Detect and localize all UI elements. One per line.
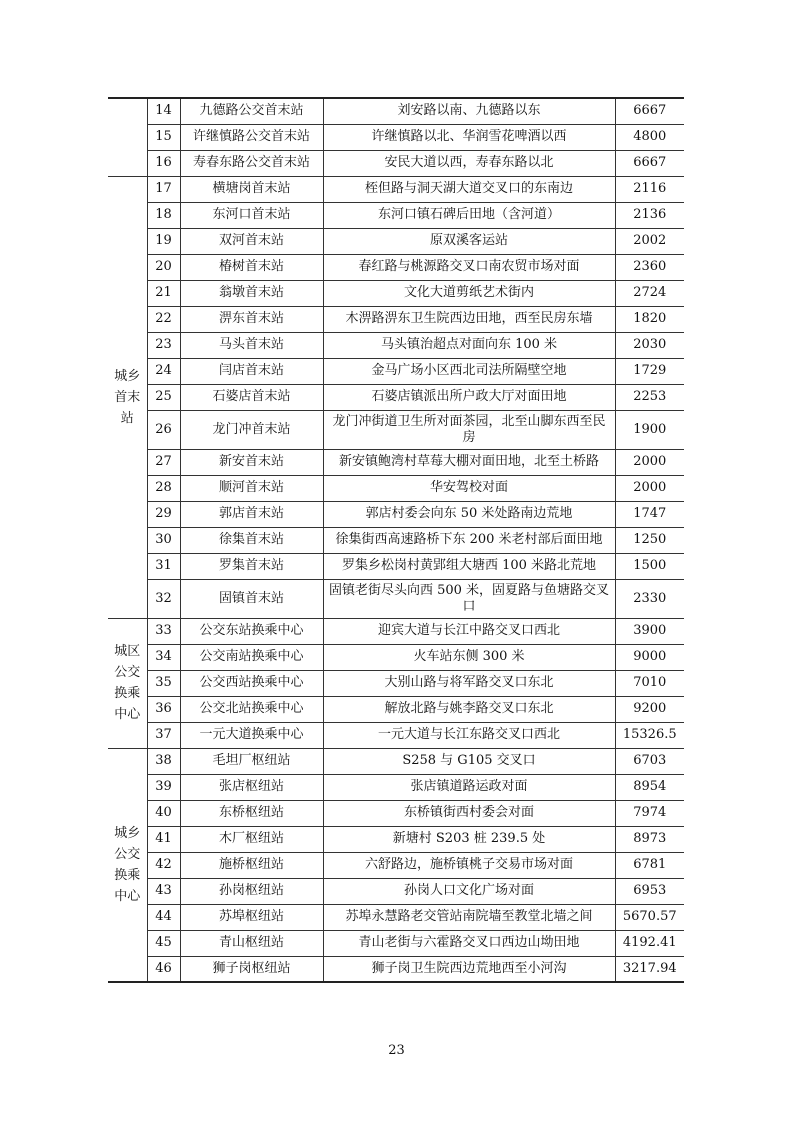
station-name-cell: 公交北站换乘中心 xyxy=(180,696,323,722)
location-cell: 迎宾大道与长江中路交叉口西北 xyxy=(323,618,615,644)
location-cell: 石婆店镇派出所户政大厅对面田地 xyxy=(323,384,615,410)
station-name-cell: 石婆店首末站 xyxy=(180,384,323,410)
station-name-cell: 闫店首末站 xyxy=(180,358,323,384)
location-cell: 许继慎路以北、华润雪花啤酒以西 xyxy=(323,124,615,150)
row-number-cell: 23 xyxy=(147,332,180,358)
row-number-cell: 43 xyxy=(147,878,180,904)
area-cell: 9200 xyxy=(615,696,684,722)
table-row xyxy=(108,670,684,696)
location-cell: 新安镇鲍湾村草莓大棚对面田地，北至土桥路 xyxy=(323,449,615,475)
row-number-cell: 20 xyxy=(147,254,180,280)
location-cell: S258 与 G105 交叉口 xyxy=(323,748,615,774)
area-cell: 3900 xyxy=(615,618,684,644)
row-number-cell: 14 xyxy=(147,98,180,124)
station-name-cell: 许继慎路公交首末站 xyxy=(180,124,323,150)
area-cell: 2330 xyxy=(615,579,684,618)
row-number-cell: 24 xyxy=(147,358,180,384)
row-number-cell: 17 xyxy=(147,176,180,202)
area-cell: 15326.5 xyxy=(615,722,684,748)
row-number-cell: 15 xyxy=(147,124,180,150)
table-row xyxy=(108,774,684,800)
location-cell: 解放北路与姚李路交叉口东北 xyxy=(323,696,615,722)
area-cell: 2030 xyxy=(615,332,684,358)
row-number-cell: 22 xyxy=(147,306,180,332)
station-name-cell: 东河口首末站 xyxy=(180,202,323,228)
location-cell: 火车站东侧 300 米 xyxy=(323,644,615,670)
station-name-cell: 龙门冲首末站 xyxy=(180,410,323,449)
area-cell: 1820 xyxy=(615,306,684,332)
page-number: 23 xyxy=(388,1043,405,1058)
table-row xyxy=(108,800,684,826)
table-row xyxy=(108,722,684,748)
station-name-cell: 东桥枢纽站 xyxy=(180,800,323,826)
station-name-cell: 九德路公交首末站 xyxy=(180,98,323,124)
table-row xyxy=(108,306,684,332)
table-row xyxy=(108,501,684,527)
row-number-cell: 45 xyxy=(147,930,180,956)
location-cell: 春红路与桃源路交叉口南农贸市场对面 xyxy=(323,254,615,280)
station-name-cell: 一元大道换乘中心 xyxy=(180,722,323,748)
area-cell: 2136 xyxy=(615,202,684,228)
area-cell: 3217.94 xyxy=(615,956,684,982)
location-cell: 桎但路与洞天湖大道交叉口的东南边 xyxy=(323,176,615,202)
row-number-cell: 44 xyxy=(147,904,180,930)
table-row xyxy=(108,553,684,579)
table-row xyxy=(108,358,684,384)
area-cell: 1747 xyxy=(615,501,684,527)
table-row xyxy=(108,254,684,280)
area-cell: 8973 xyxy=(615,826,684,852)
table-row xyxy=(108,280,684,306)
station-name-cell: 木厂枢纽站 xyxy=(180,826,323,852)
row-number-cell: 16 xyxy=(147,150,180,176)
station-name-cell: 狮子岗枢纽站 xyxy=(180,956,323,982)
row-number-cell: 29 xyxy=(147,501,180,527)
station-name-cell: 固镇首末站 xyxy=(180,579,323,618)
row-number-cell: 40 xyxy=(147,800,180,826)
row-number-cell: 25 xyxy=(147,384,180,410)
station-name-cell: 横塘岗首末站 xyxy=(180,176,323,202)
table-row xyxy=(108,579,684,618)
location-cell: 一元大道与长江东路交叉口西北 xyxy=(323,722,615,748)
location-cell: 木淠路淠东卫生院西边田地，西至民房东墙 xyxy=(323,306,615,332)
area-cell: 2724 xyxy=(615,280,684,306)
area-cell: 7974 xyxy=(615,800,684,826)
area-cell: 9000 xyxy=(615,644,684,670)
table-row xyxy=(108,98,684,124)
area-cell: 2000 xyxy=(615,475,684,501)
station-name-cell: 寿春东路公交首末站 xyxy=(180,150,323,176)
table-row xyxy=(108,332,684,358)
row-number-cell: 41 xyxy=(147,826,180,852)
station-name-cell: 公交西站换乘中心 xyxy=(180,670,323,696)
table-row xyxy=(108,384,684,410)
area-cell: 2253 xyxy=(615,384,684,410)
location-cell: 东河口镇石碑后田地（含河道） xyxy=(323,202,615,228)
row-number-cell: 27 xyxy=(147,449,180,475)
table-row xyxy=(108,956,684,982)
location-cell: 罗集乡松岗村黄郢组大塘西 100 米路北荒地 xyxy=(323,553,615,579)
station-name-cell: 施桥枢纽站 xyxy=(180,852,323,878)
row-number-cell: 38 xyxy=(147,748,180,774)
station-name-cell: 徐集首末站 xyxy=(180,527,323,553)
location-cell: 龙门冲街道卫生所对面茶园，北至山脚东西至民房 xyxy=(323,410,615,449)
station-name-cell: 公交东站换乘中心 xyxy=(180,618,323,644)
row-number-cell: 46 xyxy=(147,956,180,982)
area-cell: 6953 xyxy=(615,878,684,904)
location-cell: 六舒路边，施桥镇桃子交易市场对面 xyxy=(323,852,615,878)
station-name-cell: 淠东首末站 xyxy=(180,306,323,332)
row-number-cell: 37 xyxy=(147,722,180,748)
location-cell: 郭店村委会向东 50 米处路南边荒地 xyxy=(323,501,615,527)
row-number-cell: 26 xyxy=(147,410,180,449)
row-number-cell: 35 xyxy=(147,670,180,696)
station-name-cell: 罗集首末站 xyxy=(180,553,323,579)
category-cell: 城乡公交换乘中心 xyxy=(108,748,147,982)
table-row xyxy=(108,124,684,150)
location-cell: 孙岗人口文化广场对面 xyxy=(323,878,615,904)
table-row xyxy=(108,878,684,904)
table-row xyxy=(108,852,684,878)
table-row xyxy=(108,527,684,553)
row-number-cell: 42 xyxy=(147,852,180,878)
row-number-cell: 36 xyxy=(147,696,180,722)
table-row xyxy=(108,748,684,774)
area-cell: 1900 xyxy=(615,410,684,449)
table-row xyxy=(108,930,684,956)
table-row xyxy=(108,644,684,670)
location-cell: 马头镇治超点对面向东 100 米 xyxy=(323,332,615,358)
area-cell: 5670.57 xyxy=(615,904,684,930)
location-cell: 大别山路与将军路交叉口东北 xyxy=(323,670,615,696)
row-number-cell: 33 xyxy=(147,618,180,644)
category-cell xyxy=(108,98,147,176)
station-name-cell: 孙岗枢纽站 xyxy=(180,878,323,904)
location-cell: 东桥镇街西村委会对面 xyxy=(323,800,615,826)
area-cell: 1729 xyxy=(615,358,684,384)
row-number-cell: 28 xyxy=(147,475,180,501)
area-cell: 6667 xyxy=(615,150,684,176)
location-cell: 苏埠永慧路老交管站南院墙至教堂北墙之间 xyxy=(323,904,615,930)
location-cell: 新塘村 S203 桩 239.5 处 xyxy=(323,826,615,852)
area-cell: 7010 xyxy=(615,670,684,696)
location-cell: 青山老街与六霍路交叉口西边山坳田地 xyxy=(323,930,615,956)
area-cell: 1250 xyxy=(615,527,684,553)
area-cell: 4192.41 xyxy=(615,930,684,956)
station-name-cell: 双河首末站 xyxy=(180,228,323,254)
table-row xyxy=(108,202,684,228)
station-name-cell: 毛坦厂枢纽站 xyxy=(180,748,323,774)
location-cell: 原双溪客运站 xyxy=(323,228,615,254)
table-row xyxy=(108,618,684,644)
row-number-cell: 32 xyxy=(147,579,180,618)
station-name-cell: 苏埠枢纽站 xyxy=(180,904,323,930)
station-table-body xyxy=(108,98,684,982)
location-cell: 张店镇道路运政对面 xyxy=(323,774,615,800)
location-cell: 固镇老街尽头向西 500 米，固夏路与鱼塘路交叉口 xyxy=(323,579,615,618)
location-cell: 刘安路以南、九德路以东 xyxy=(323,98,615,124)
area-cell: 2116 xyxy=(615,176,684,202)
station-table xyxy=(108,97,684,983)
area-cell: 6781 xyxy=(615,852,684,878)
row-number-cell: 19 xyxy=(147,228,180,254)
area-cell: 1500 xyxy=(615,553,684,579)
row-number-cell: 34 xyxy=(147,644,180,670)
location-cell: 华安驾校对面 xyxy=(323,475,615,501)
location-cell: 金马广场小区西北司法所隔壁空地 xyxy=(323,358,615,384)
table-row xyxy=(108,150,684,176)
table-row xyxy=(108,904,684,930)
station-name-cell: 郭店首末站 xyxy=(180,501,323,527)
area-cell: 6667 xyxy=(615,98,684,124)
table-row xyxy=(108,410,684,449)
table-row xyxy=(108,176,684,202)
area-cell: 4800 xyxy=(615,124,684,150)
station-name-cell: 张店枢纽站 xyxy=(180,774,323,800)
station-name-cell: 公交南站换乘中心 xyxy=(180,644,323,670)
row-number-cell: 30 xyxy=(147,527,180,553)
station-name-cell: 新安首末站 xyxy=(180,449,323,475)
row-number-cell: 18 xyxy=(147,202,180,228)
station-name-cell: 顺河首末站 xyxy=(180,475,323,501)
area-cell: 6703 xyxy=(615,748,684,774)
row-number-cell: 39 xyxy=(147,774,180,800)
category-cell: 城区公交换乘中心 xyxy=(108,618,147,748)
location-cell: 狮子岗卫生院西边荒地西至小河沟 xyxy=(323,956,615,982)
station-name-cell: 青山枢纽站 xyxy=(180,930,323,956)
table-row xyxy=(108,228,684,254)
station-name-cell: 椿树首末站 xyxy=(180,254,323,280)
table-row xyxy=(108,449,684,475)
row-number-cell: 31 xyxy=(147,553,180,579)
location-cell: 文化大道剪纸艺术街内 xyxy=(323,280,615,306)
station-name-cell: 翁墩首末站 xyxy=(180,280,323,306)
area-cell: 2000 xyxy=(615,449,684,475)
category-cell: 城乡首末站 xyxy=(108,176,147,618)
table-row xyxy=(108,826,684,852)
location-cell: 徐集街西高速路桥下东 200 米老村部后面田地 xyxy=(323,527,615,553)
location-cell: 安民大道以西，寿春东路以北 xyxy=(323,150,615,176)
area-cell: 8954 xyxy=(615,774,684,800)
area-cell: 2360 xyxy=(615,254,684,280)
table-row xyxy=(108,696,684,722)
row-number-cell: 21 xyxy=(147,280,180,306)
area-cell: 2002 xyxy=(615,228,684,254)
station-name-cell: 马头首末站 xyxy=(180,332,323,358)
table-row xyxy=(108,475,684,501)
